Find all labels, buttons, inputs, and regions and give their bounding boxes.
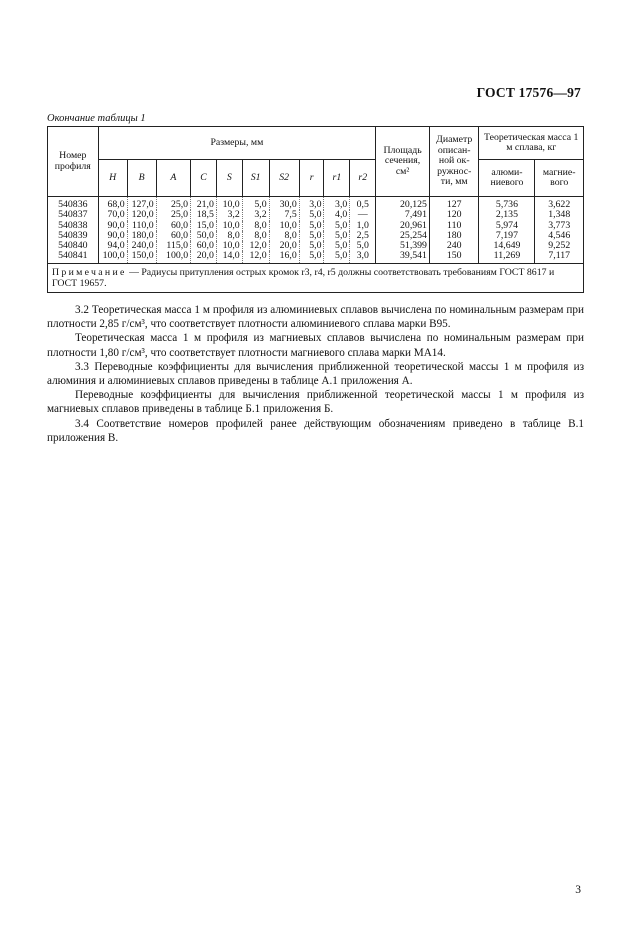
aluminium-col-header: алюми-ниевого [479, 160, 535, 197]
col-h: H [98, 160, 127, 197]
table-cell: 94,0 [98, 241, 127, 251]
table-cell: 3,622 [535, 197, 584, 211]
table-cell: 5,0 [324, 251, 350, 263]
table-cell: 10,0 [216, 221, 242, 231]
table-cell: 10,0 [216, 241, 242, 251]
table-cell: 5,0 [324, 241, 350, 251]
table-cell: 1,0 [350, 221, 376, 231]
table-note-row [48, 263, 584, 292]
table-cell: 3,773 [535, 221, 584, 231]
table-cell: 25,0 [156, 210, 190, 220]
table-cell: 8,0 [269, 231, 299, 241]
table-cell: 25,254 [376, 231, 430, 241]
table-cell: 5,0 [242, 197, 269, 211]
table-cell: 70,0 [98, 210, 127, 220]
table-cell: 51,399 [376, 241, 430, 251]
col-s1: S1 [242, 160, 269, 197]
table-cell: 50,0 [191, 231, 217, 241]
note-label: Примечание [52, 266, 127, 278]
table-cell: 127,0 [127, 197, 156, 211]
table-cell: 5,0 [299, 241, 324, 251]
table-cell: 20,125 [376, 197, 430, 211]
table-cell: 7,5 [269, 210, 299, 220]
table-cell: 20,0 [191, 251, 217, 263]
table-cell: 3,2 [242, 210, 269, 220]
table-cell: 11,269 [479, 251, 535, 263]
table-cell: 5,974 [479, 221, 535, 231]
table-cell: 115,0 [156, 241, 190, 251]
table-cell: — [350, 210, 376, 220]
table-cell: 240,0 [127, 241, 156, 251]
note-text: — Радиусы притупления острых кромок r3, r4, r5 должны соответствовать требованиям ГОСТ 8617 и ГОСТ 19657. [52, 266, 555, 290]
table-cell: 20,961 [376, 221, 430, 231]
table-caption: Окончание таблицы 1 [47, 113, 146, 124]
paragraph-magnesium-mass: Теоретическая масса 1 м профиля из магниевых сплавов вычислена по номинальным размерам при плотности 1,80 г/см³, что соответствует плотности магниевого сплава марки МА14. [47, 332, 584, 359]
table-cell: 15,0 [191, 221, 217, 231]
mass-header: Теоретическая масса 1 м сплава, кг [479, 127, 584, 160]
table-cell: 5,0 [350, 241, 376, 251]
table-cell: 10,0 [269, 221, 299, 231]
profile-number-cell: 540838 [48, 221, 99, 231]
table-cell: 2,135 [479, 210, 535, 220]
table-note [48, 263, 584, 292]
table-cell: 100,0 [156, 251, 190, 263]
col-r: r [299, 160, 324, 197]
table-cell: 8,0 [242, 231, 269, 241]
table-cell: 9,252 [535, 241, 584, 251]
col-b: B [127, 160, 156, 197]
table-cell: 1,348 [535, 210, 584, 220]
table-cell: 150,0 [127, 251, 156, 263]
col-s2: S2 [269, 160, 299, 197]
table-cell: 14,0 [216, 251, 242, 263]
table-cell: 7,117 [535, 251, 584, 263]
col-s: S [216, 160, 242, 197]
table-cell: 4,546 [535, 231, 584, 241]
table-cell: 12,0 [242, 251, 269, 263]
table-cell: 3,0 [350, 251, 376, 263]
table-cell: 7,491 [376, 210, 430, 220]
standard-header: ГОСТ 17576—97 [476, 85, 581, 100]
table-cell: 5,0 [324, 221, 350, 231]
table-cell: 25,0 [156, 197, 190, 211]
area-col-header: Площадь сечения, см² [376, 127, 430, 197]
table-cell: 14,649 [479, 241, 535, 251]
table-cell: 4,0 [324, 210, 350, 220]
table-cell: 20,0 [269, 241, 299, 251]
table-cell: 180,0 [127, 231, 156, 241]
profile-col-header: Номер профиля [48, 127, 99, 197]
table-row [48, 251, 584, 263]
dimensions-header: Размеры, мм [98, 127, 376, 160]
diameter-col-header: Диаметр описан-ной ок-ружнос-ти, мм [429, 127, 479, 197]
table-cell: 39,541 [376, 251, 430, 263]
table-cell: 90,0 [98, 231, 127, 241]
paragraph-3-2: 3.2 Теоретическая масса 1 м профиля из алюминиевых сплавов вычислена по номинальным размерам при плотности 2,85 г/см³, что соответствует плотности алюминиевого сплава марки В95. [47, 304, 584, 331]
magnesium-col-header: магние-вого [535, 160, 584, 197]
table-body [48, 197, 584, 293]
table-cell: 127 [429, 197, 479, 211]
col-r1: r1 [324, 160, 350, 197]
table-cell: 3,0 [299, 197, 324, 211]
table-cell: 110 [429, 221, 479, 231]
table-cell: 2,5 [350, 231, 376, 241]
table-cell: 5,0 [299, 251, 324, 263]
profile-number-cell: 540839 [48, 231, 99, 241]
table-cell: 16,0 [269, 251, 299, 263]
table-cell: 68,0 [98, 197, 127, 211]
paragraph-3-3: 3.3 Переводные коэффициенты для вычисления приближенной теоретической массы 1 м профиля из алюминия и алюминиевых сплавов приведены в таблице А.1 приложения А. [47, 360, 584, 388]
table-cell: 150 [429, 251, 479, 263]
table-cell: 0,5 [350, 197, 376, 211]
col-r2: r2 [350, 160, 376, 197]
profile-number-cell: 540840 [48, 241, 99, 251]
table-cell: 240 [429, 241, 479, 251]
table-cell: 120 [429, 210, 479, 220]
table-cell: 120,0 [127, 210, 156, 220]
table-cell: 30,0 [269, 197, 299, 211]
table-cell: 90,0 [98, 221, 127, 231]
table-cell: 8,0 [242, 221, 269, 231]
table-cell: 110,0 [127, 221, 156, 231]
table-cell: 5,0 [299, 210, 324, 220]
table-cell: 60,0 [156, 231, 190, 241]
table-cell: 18,5 [191, 210, 217, 220]
table-cell: 3,2 [216, 210, 242, 220]
profile-number-cell: 540837 [48, 210, 99, 220]
page-number: 3 [575, 884, 581, 896]
table-cell: 5,736 [479, 197, 535, 211]
table-cell: 60,0 [191, 241, 217, 251]
table-cell: 100,0 [98, 251, 127, 263]
table-cell: 180 [429, 231, 479, 241]
paragraph-magnesium-coefficients: Переводные коэффициенты для вычисления приближенной теоретической массы 1 м профиля из магниевых сплавов приведены в таблице Б.1 приложения Б. [47, 389, 584, 416]
table-cell: 60,0 [156, 221, 190, 231]
table-cell: 5,0 [324, 231, 350, 241]
table-cell: 8,0 [216, 231, 242, 241]
body-text [47, 303, 584, 445]
profile-number-cell: 540836 [48, 197, 99, 211]
paragraph-3-4: 3.4 Соответствие номеров профилей ранее действующим обозначениям приведено в таблице В.1 приложения В. [47, 417, 584, 444]
col-a: A [156, 160, 190, 197]
table-row [48, 197, 584, 211]
profile-table [47, 126, 584, 293]
table-cell: 5,0 [299, 221, 324, 231]
table-cell: 21,0 [191, 197, 217, 211]
profile-number-cell: 540841 [48, 251, 99, 263]
table-cell: 5,0 [299, 231, 324, 241]
table-cell: 12,0 [242, 241, 269, 251]
table-cell: 10,0 [216, 197, 242, 211]
table-cell: 7,197 [479, 231, 535, 241]
col-c: C [191, 160, 217, 197]
table-cell: 3,0 [324, 197, 350, 211]
